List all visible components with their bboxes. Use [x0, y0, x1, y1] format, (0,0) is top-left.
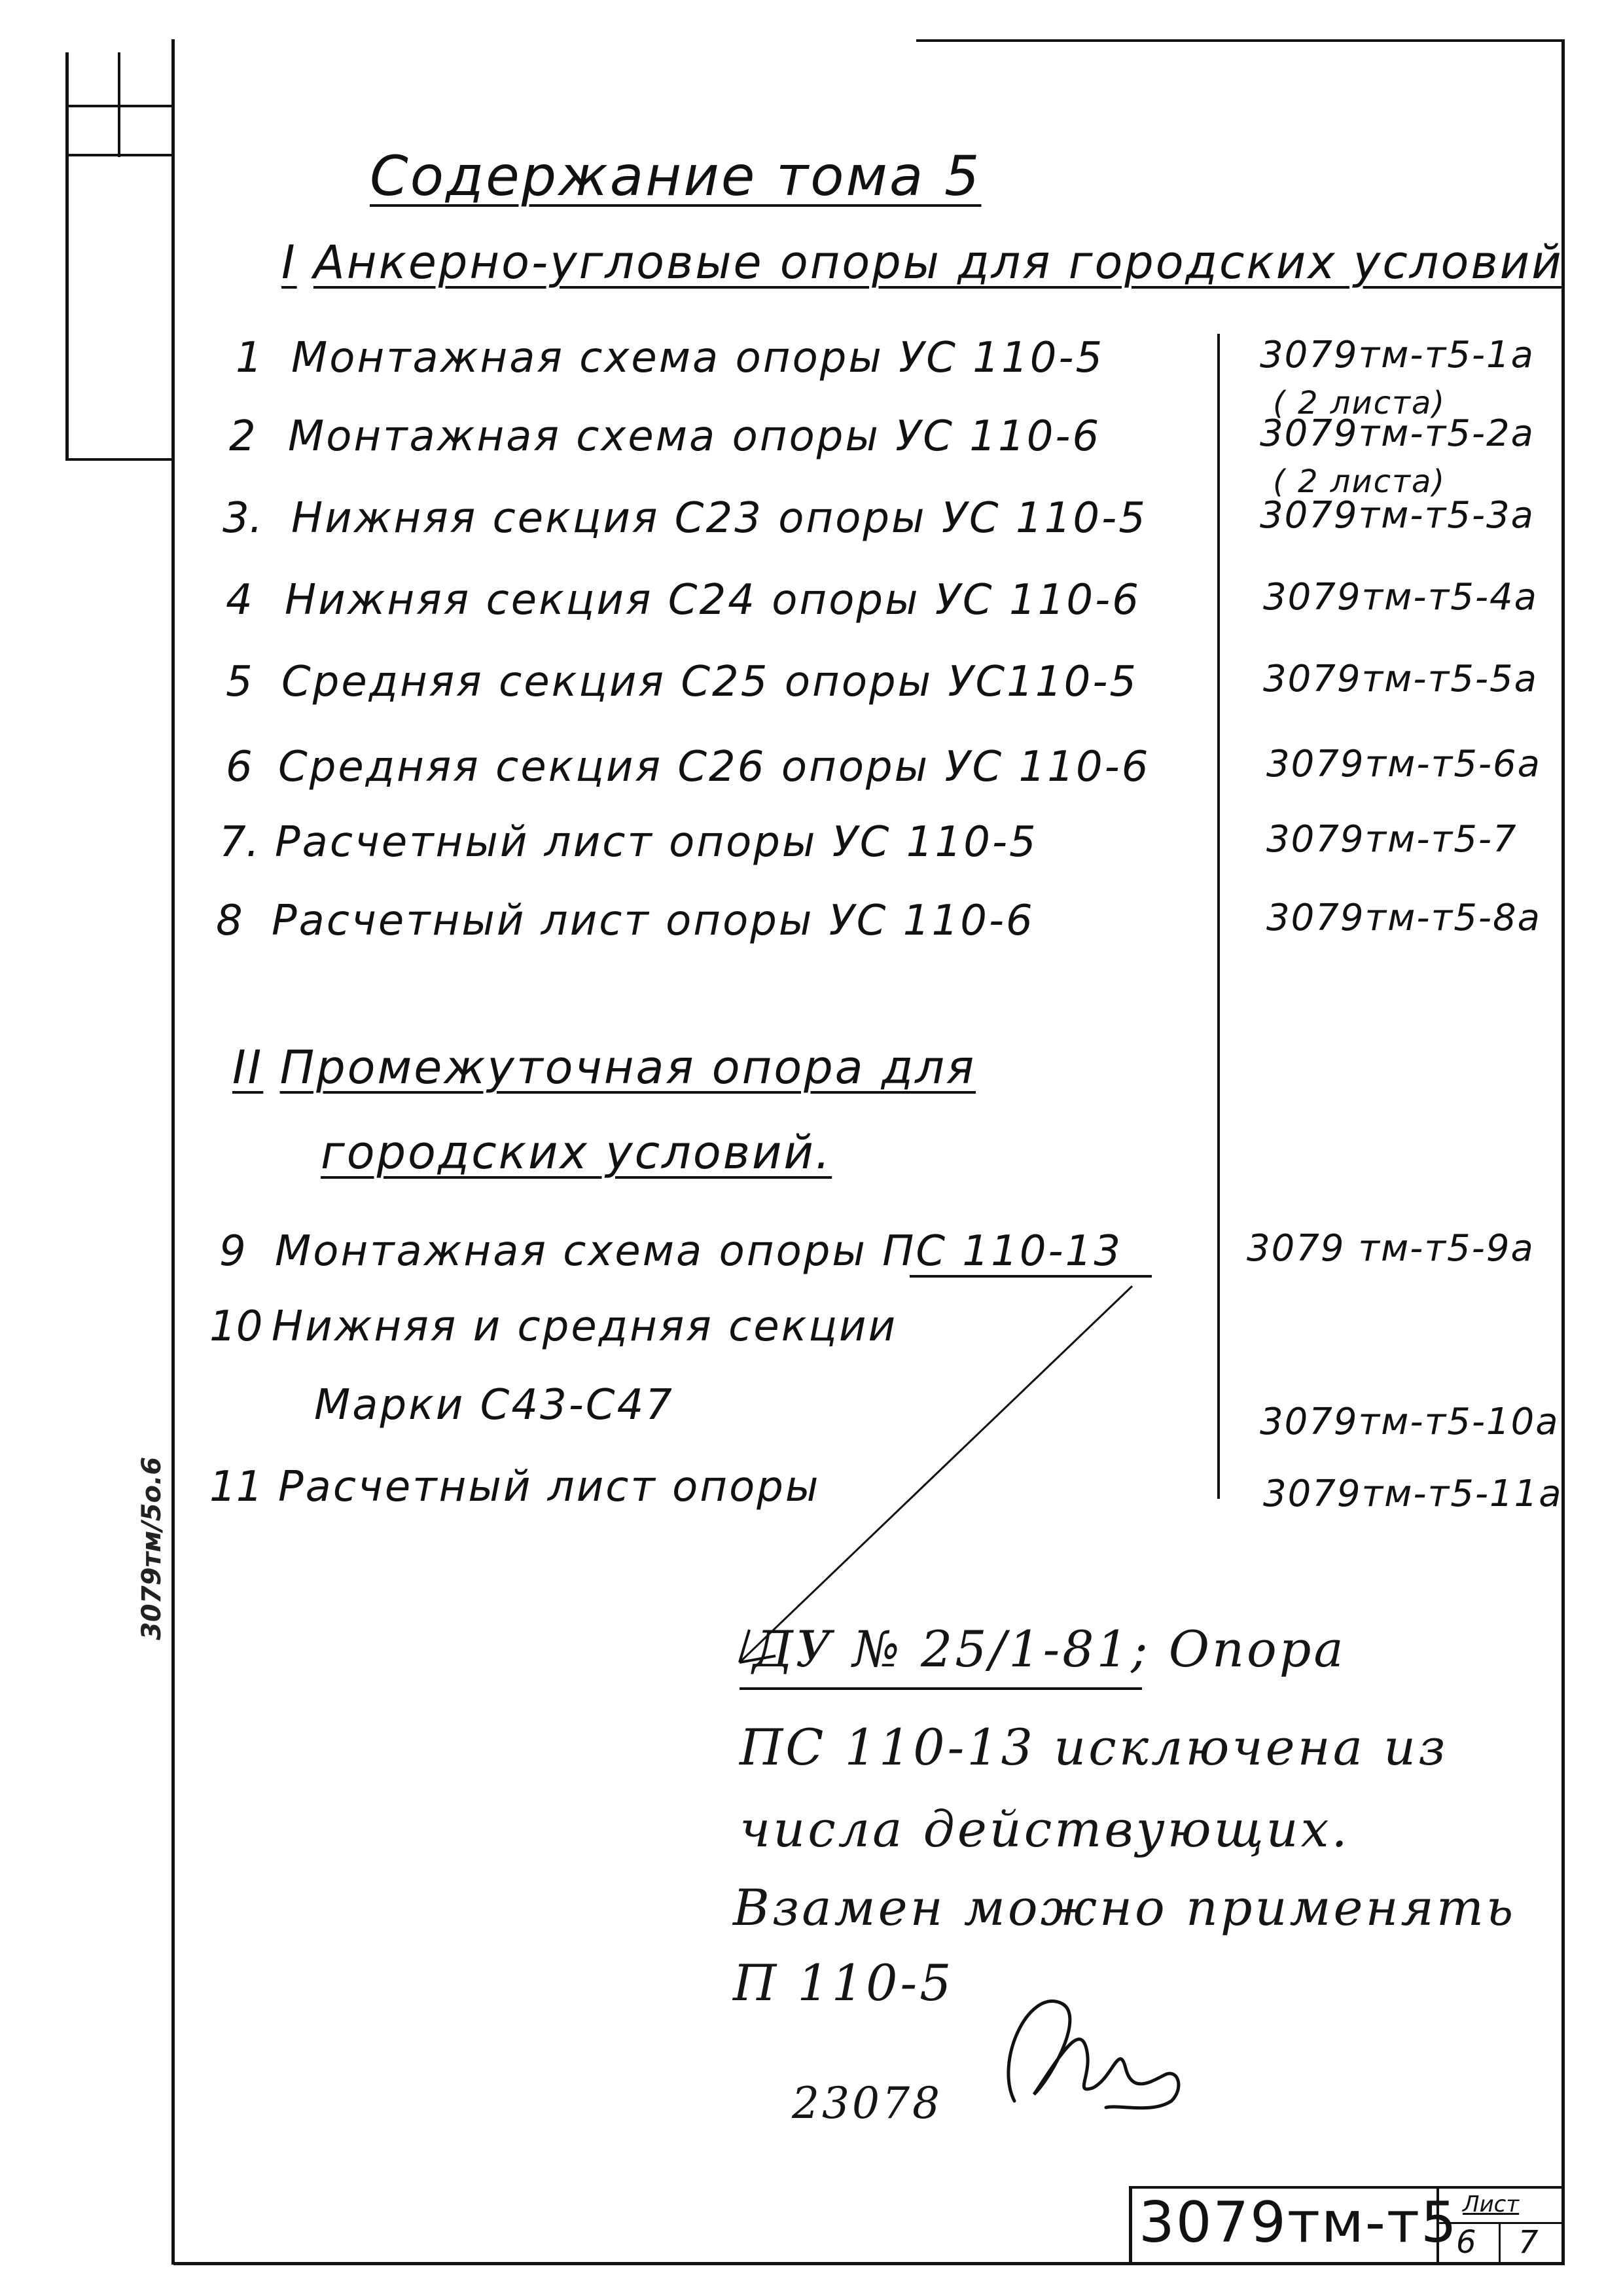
- section2-line2: городских условий.: [321, 1126, 832, 1179]
- list-item: 7. Расчетный лист опоры УС 110-5 3079тм-т5-7: [219, 818, 1518, 867]
- section2-numeral: II: [232, 1041, 264, 1094]
- list-item: 9 Монтажная схема опоры ПС 110-13 3079 тм-т5-9а: [219, 1227, 1535, 1276]
- handwritten-note-line-2: ПС 110-13 исключена из: [740, 1718, 1448, 1776]
- list-item: 8 Расчетный лист опоры УС 110-6 3079тм-т5-8а: [216, 897, 1541, 945]
- handwritten-note-line-1: ДУ № 25/1-81; Опора: [753, 1620, 1346, 1678]
- stamp-total-sheets: 7: [1518, 2224, 1539, 2261]
- side-stamp: 3079тм/5о.6: [137, 1456, 167, 1640]
- page-title: Содержание тома 5: [370, 144, 982, 208]
- section1-numeral: I: [281, 236, 297, 289]
- list-item: 1 Монтажная схема опоры УС 110-5 3079тм-т5-1а ( 2 листа): [236, 334, 1535, 422]
- list-item: Марки С43-С47 3079тм-т5-10а: [314, 1381, 1560, 1443]
- handwritten-note-line-3: числа действующих.: [740, 1800, 1350, 1858]
- handwritten-note-line-4: Взамен можно применять: [733, 1878, 1516, 1937]
- list-item: 6 Средняя секция С26 опоры УС 110-6 3079тм-т5-6а: [226, 743, 1541, 791]
- note-number: 23078: [792, 2078, 942, 2128]
- list-item: 5 Средняя секция С25 опоры УС110-5 3079тм-т5-5а: [226, 658, 1538, 706]
- list-item: 11 Расчетный лист опоры 3079тм-т5-11а: [209, 1463, 1563, 1515]
- section1-text: Анкерно-угловые опоры для городских условий: [313, 236, 1563, 289]
- list-item: 4 Нижняя секция С24 опоры УС 110-6 3079тм-т5-4а: [226, 576, 1538, 624]
- list-item: 10 Нижняя и средняя секции: [209, 1302, 898, 1351]
- section2-line1: Промежуточная опора для: [279, 1041, 976, 1094]
- list-item: 3. Нижняя секция С23 опоры УС 110-5 3079тм-т5-3а: [223, 494, 1535, 543]
- signature: [988, 1964, 1198, 2134]
- list-item: 2 Монтажная схема опоры УС 110-6 3079тм-т5-2а ( 2 листа): [229, 412, 1535, 500]
- stamp-code: 3079тм-т5: [1139, 2190, 1458, 2255]
- handwritten-note-line-5: П 110-5: [733, 1954, 954, 2012]
- stamp-sheet-label: Лист: [1463, 2191, 1520, 2217]
- stamp-sheet-number: 6: [1456, 2224, 1476, 2261]
